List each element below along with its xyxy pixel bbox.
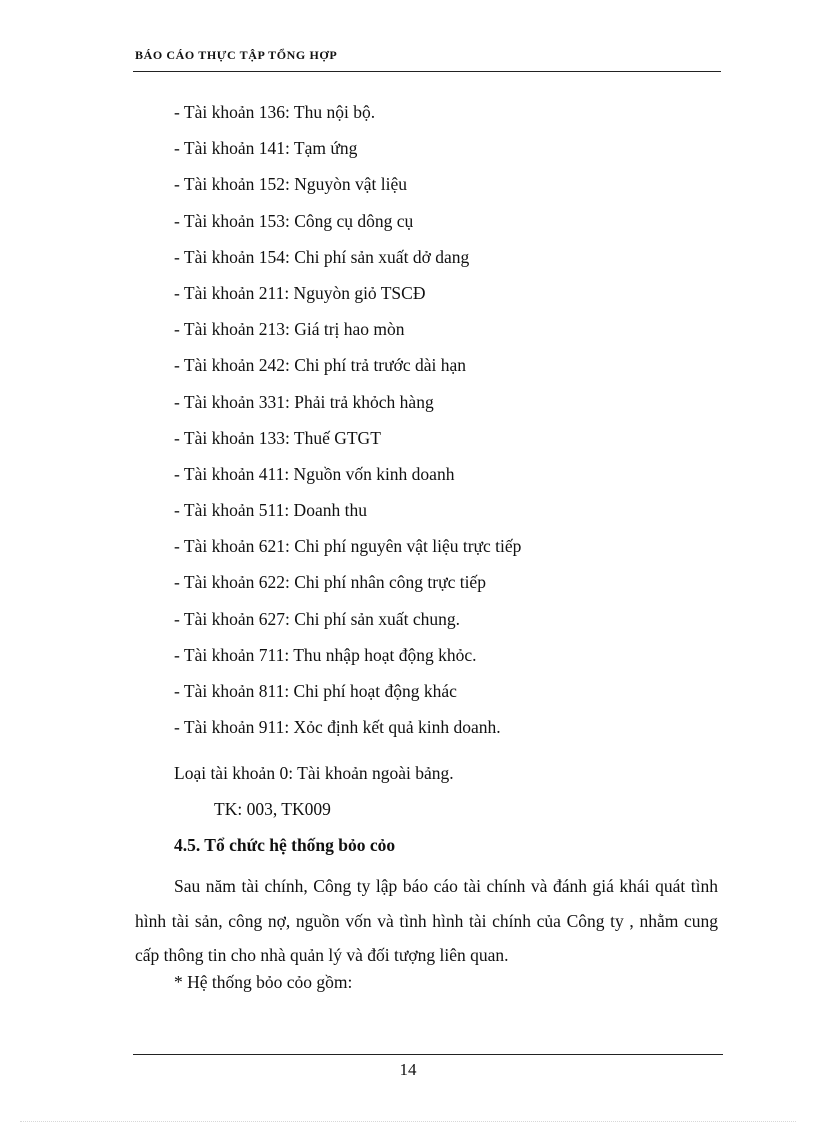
account-item: - Tài khoản 627: Chi phí sản xuất chung. (174, 608, 460, 629)
account-list (174, 100, 521, 751)
account-item: - Tài khoản 811: Chi phí hoạt động khác (174, 681, 457, 701)
account-item: - Tài khoản 411: Nguồn vốn kinh doanh (174, 463, 455, 484)
system-includes-line: * Hệ thống bỏo cỏo gồm: (174, 972, 353, 992)
footer-rule (133, 1054, 723, 1055)
account-item: - Tài khoản 622: Chi phí nhân công trực tiếp (174, 572, 486, 593)
account-item: - Tài khoản 331: Phải trả khỏch hàng (174, 391, 434, 412)
account-item: - Tài khoản 711: Thu nhập hoạt động khỏc. (174, 644, 477, 665)
section-heading: 4.5. Tổ chức hệ thống bỏo cỏo (174, 835, 396, 855)
account-item: - Tài khoản 911: Xỏc định kết quả kinh doanh. (174, 717, 501, 738)
account-item: - Tài khoản 152: Nguyòn vật liệu (174, 174, 407, 195)
account-item: - Tài khoản 141: Tạm ứng (174, 138, 358, 159)
page-number: 14 (399, 1060, 417, 1079)
off-balance-codes: TK: 003, TK009 (214, 799, 331, 819)
account-item: - Tài khoản 154: Chi phí sản xuất dở dang (174, 246, 470, 267)
page-edge-divider (20, 1121, 796, 1122)
account-item: - Tài khoản 133: Thuế GTGT (174, 427, 381, 448)
body-paragraph: Sau năm tài chính, Công ty lập báo cáo tài chính và đánh giá khái quát tình hình tài sản, công nợ, nguồn vốn và tình hình tài chính của Công ty , nhằm cung cấp thông tin cho nhà quản lý và đối tượng liên quan. (135, 876, 718, 965)
header-rule (133, 71, 721, 72)
account-item: - Tài khoản 242: Chi phí trả trước dài hạn (174, 355, 467, 376)
account-item: - Tài khoản 621: Chi phí nguyên vật liệu trực tiếp (174, 536, 522, 557)
account-item: - Tài khoản 211: Nguyòn giỏ TSCĐ (174, 282, 426, 303)
account-item: - Tài khoản 511: Doanh thu (174, 500, 367, 521)
off-balance-line: Loại tài khoản 0: Tài khoản ngoài bảng. (174, 763, 454, 783)
running-header: BÁO CÁO THỰC TẬP TỔNG HỢP (135, 48, 338, 62)
account-item: - Tài khoản 213: Giá trị hao mòn (174, 319, 405, 340)
account-item: - Tài khoản 153: Công cụ dông cụ (174, 210, 414, 231)
account-item: - Tài khoản 136: Thu nội bộ. (174, 102, 376, 122)
